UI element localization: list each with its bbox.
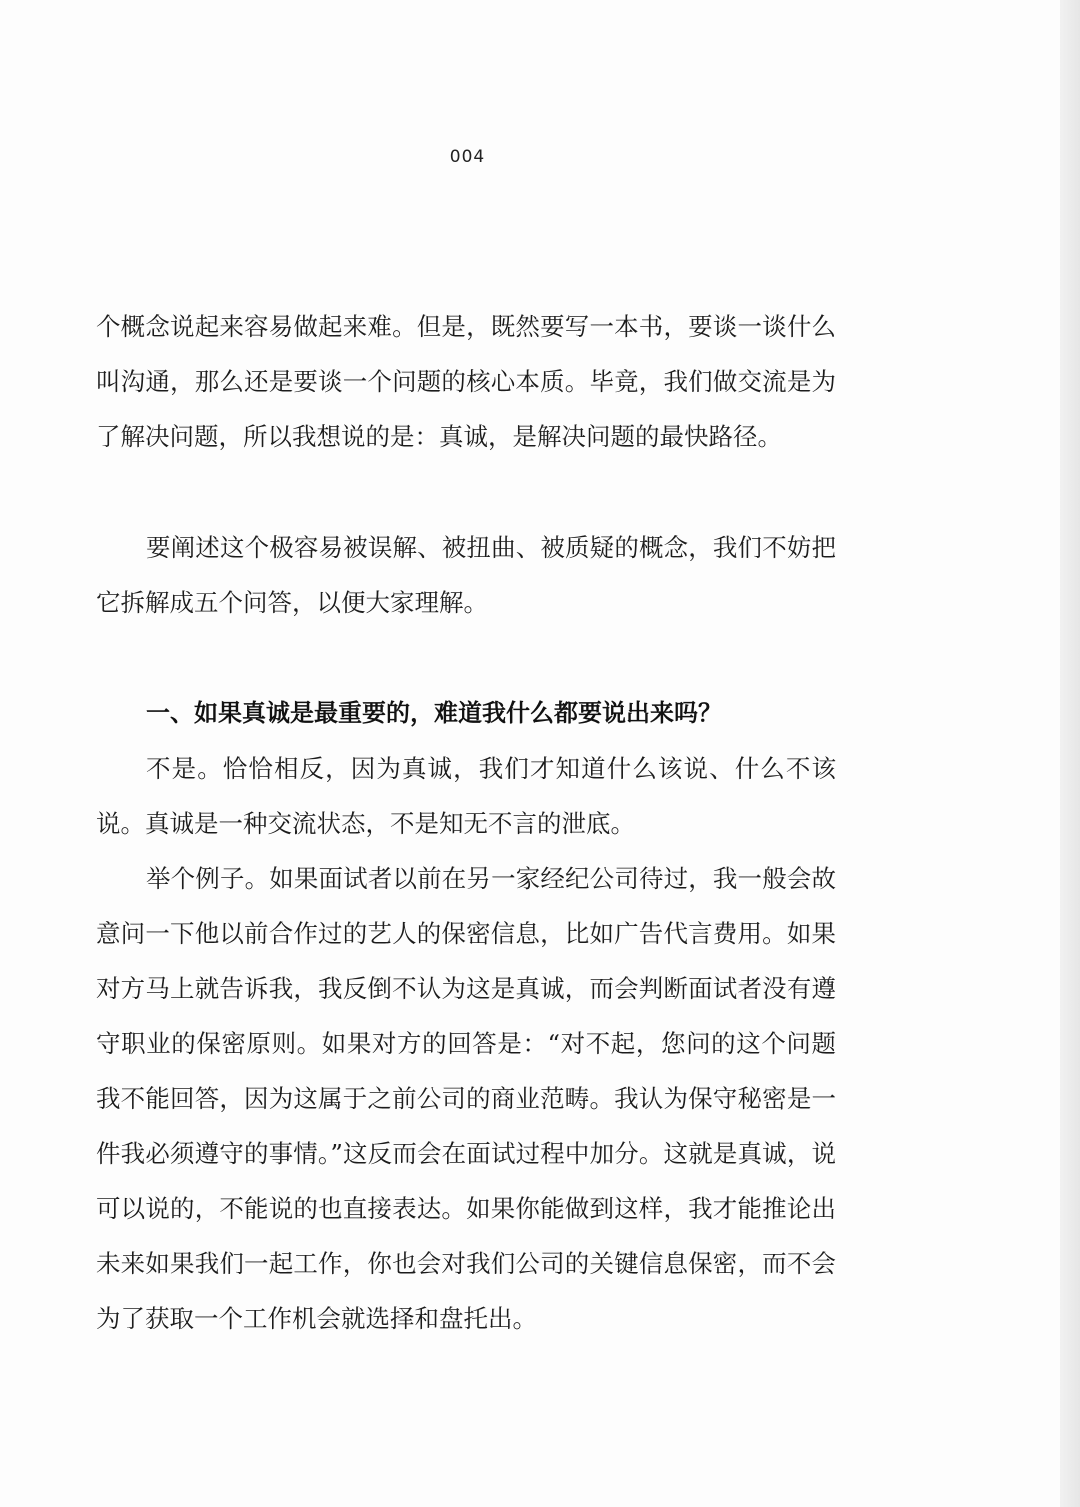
paragraph-intro [96,520,836,630]
paragraph-example [96,851,836,1346]
paragraph-continuation [96,299,836,464]
paragraph-text: 个概念说起来容易做起来难。但是，既然要写一本书，要谈一谈什么叫沟通，那么还是要谈一个问题的核心本质。毕竟，我们做交流是为了解决问题，所以我想说的是：真诚，是解决问题的最快路径。 [96,312,836,451]
page-number: 004 [449,147,486,167]
paragraph-answer [96,741,836,851]
section-heading: 一、如果真诚是最重要的，难道我什么都要说出来吗？ [146,699,722,727]
paragraph-text: 要阐述这个极容易被误解、被扭曲、被质疑的概念，我们不妨把它拆解成五个问答，以便大家理解。 [96,533,836,617]
paragraph-text: 举个例子。如果面试者以前在另一家经纪公司待过，我一般会故意问一下他以前合作过的艺人的保密信息，比如广告代言费用。如果对方马上就告诉我，我反倒不认为这是真诚，而会判断面试者没有遵守职业的保密原则。如果对方的回答是：“对不起，您问的这个问题我不能回答，因为这属于之前公司的商业范畴。我认为保守秘密是一件我必须遵守的事情。”这反而会在面试过程中加分。这就是真诚，说可以说的，不能说的也直接表达。如果你能做到这样，我才能推论出未来如果我们一起工作，你也会对我们公司的关键信息保密，而不会为了获取一个工作机会就选择和盘托出。 [96,864,836,1333]
page-edge-shadow [1060,0,1080,1507]
paragraph-text: 不是。恰恰相反，因为真诚，我们才知道什么该说、什么不该说。真诚是一种交流状态，不是知无不言的泄底。 [96,754,836,838]
